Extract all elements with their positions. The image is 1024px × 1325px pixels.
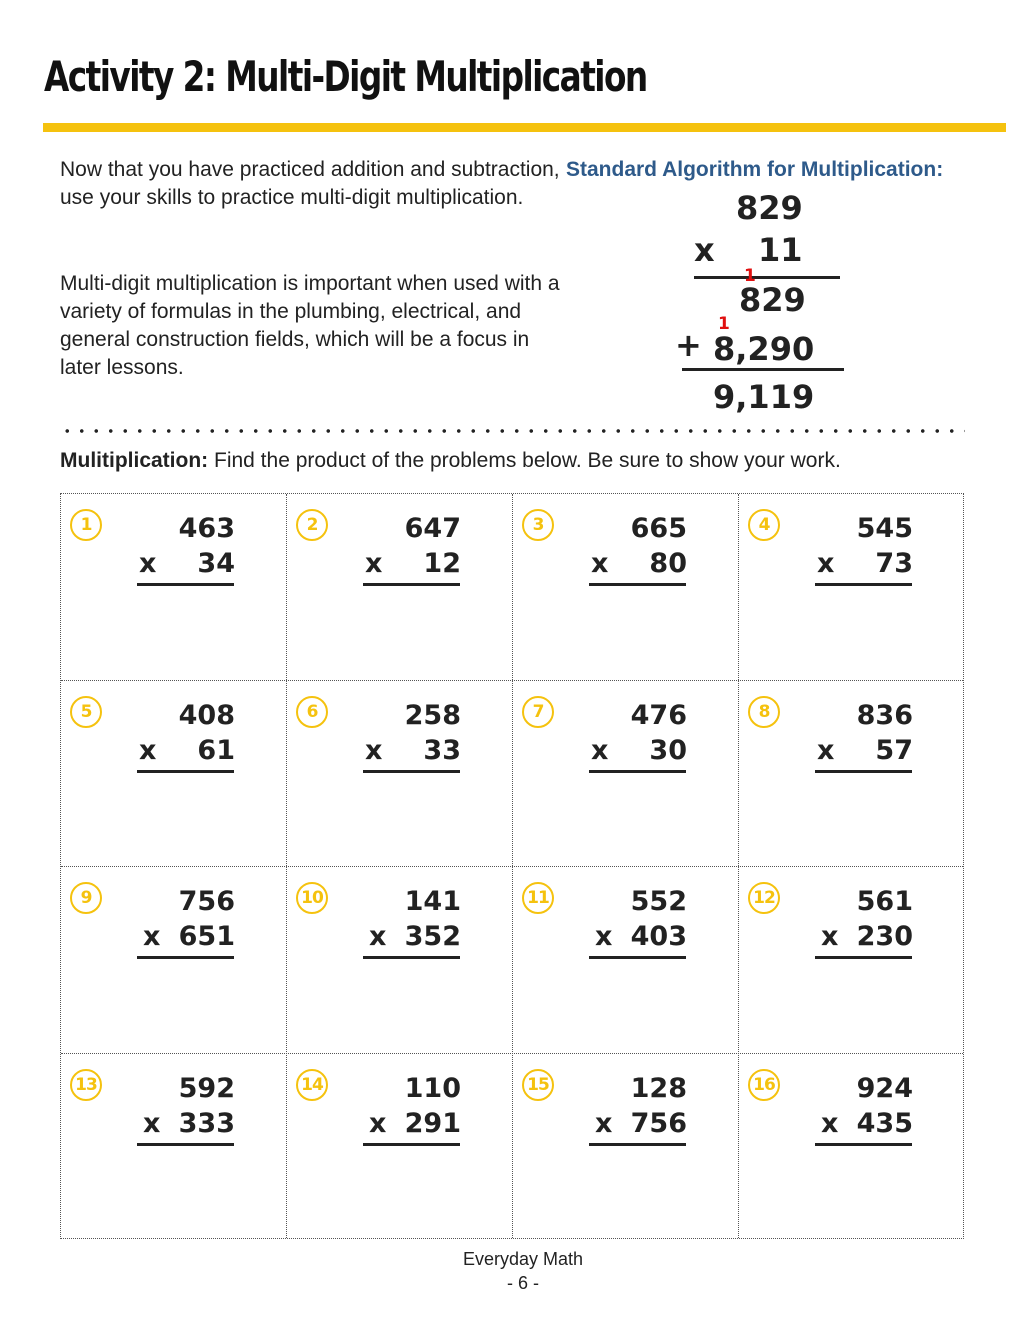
problem-multiplier: 12 [423, 548, 461, 579]
times-sign: x [821, 921, 839, 952]
problem-cell[interactable] [61, 1054, 287, 1241]
algorithm-partial-1: 829 [739, 281, 806, 319]
problem-multiplicand: 128 [630, 1072, 687, 1104]
problem-multiplier: 651 [178, 921, 235, 952]
answer-line [363, 583, 460, 586]
problem-multiplicand: 924 [856, 1072, 913, 1104]
problem-multiplicand: 552 [630, 886, 687, 917]
intro-paragraph-2: Multi-digit multiplication is important when used with a variety of formulas in the plumbing, electrical, and general construction fields, which will be a focus in later lessons. [60, 272, 560, 379]
problem-multiplier: 33 [423, 734, 461, 766]
problem-multiplicand: 258 [404, 699, 461, 731]
times-sign: x [139, 734, 157, 766]
problem-multiplicand: 665 [630, 513, 687, 544]
answer-line [137, 1143, 234, 1146]
problem-multiplier: 352 [404, 921, 461, 952]
algorithm-carry-1: 1 [744, 266, 756, 286]
answer-line [137, 770, 234, 773]
problem-number-badge: 2 [296, 509, 328, 541]
instructions-text: Find the product of the problems below. Be sure to show your work. [208, 449, 841, 472]
problem-number-badge: 1 [70, 509, 102, 541]
problem-multiplicand: 110 [404, 1072, 461, 1104]
problem-number-badge: 10 [296, 882, 328, 914]
problem-grid [60, 493, 964, 1239]
problem-multiplier: 756 [630, 1107, 687, 1139]
problem-number-badge: 15 [522, 1069, 554, 1101]
times-sign: x [143, 921, 161, 952]
problem-number-badge: 7 [522, 696, 554, 728]
problem-number-badge: 9 [70, 882, 102, 914]
answer-line [363, 1143, 460, 1146]
problem-cell[interactable] [61, 867, 287, 1054]
times-sign: x [369, 921, 387, 952]
problem-number-badge: 6 [296, 696, 328, 728]
algorithm-multiplicand: 829 [736, 189, 803, 227]
problem-multiplier: 291 [404, 1107, 461, 1139]
problem-cell[interactable] [61, 681, 287, 868]
problem-number-badge: 8 [748, 696, 780, 728]
times-sign: x [591, 734, 609, 766]
answer-line [137, 956, 234, 959]
answer-line [589, 1143, 686, 1146]
problem-multiplicand: 476 [630, 699, 687, 731]
answer-line [815, 583, 912, 586]
problem-multiplicand: 756 [178, 886, 235, 917]
answer-line [137, 583, 234, 586]
instructions-label: Mulitiplication: [60, 449, 209, 472]
times-sign: x [369, 1107, 387, 1139]
title-underline [43, 123, 1006, 132]
answer-line [815, 770, 912, 773]
footer-source: Everyday Math [462, 1249, 584, 1269]
page-title: Activity 2: Multi-Digit Multiplication [44, 52, 647, 101]
times-sign: x [595, 921, 613, 952]
times-sign: x [365, 734, 383, 766]
problem-multiplier: 403 [630, 921, 687, 952]
times-sign: x [139, 548, 157, 579]
answer-line [589, 770, 686, 773]
problem-number-badge: 16 [748, 1069, 780, 1101]
problem-multiplier: 333 [178, 1107, 235, 1139]
problem-multiplicand: 463 [178, 513, 235, 544]
problem-number-badge: 14 [296, 1069, 328, 1101]
problem-cell[interactable] [739, 867, 965, 1054]
dotted-divider [60, 428, 965, 434]
algorithm-line-2 [682, 368, 844, 371]
problem-cell[interactable] [513, 681, 739, 868]
times-sign: x [821, 1107, 839, 1139]
problem-multiplier: 61 [197, 734, 235, 766]
problem-multiplier: 80 [649, 548, 687, 579]
answer-line [589, 583, 686, 586]
intro-paragraph-1: Now that you have practiced addition and subtraction, use your skills to practice multi-digit multiplication. [60, 158, 560, 209]
answer-line [815, 956, 912, 959]
times-sign: x [595, 1107, 613, 1139]
algorithm-line-1 [694, 276, 840, 279]
algorithm-times-sign: x [694, 231, 715, 269]
problem-multiplier: 230 [856, 921, 913, 952]
answer-line [363, 956, 460, 959]
problem-number-badge: 3 [522, 509, 554, 541]
problem-cell[interactable] [513, 1054, 739, 1241]
problem-multiplier: 435 [856, 1107, 913, 1139]
problem-number-badge: 4 [748, 509, 780, 541]
algorithm-plus-sign: + [675, 326, 702, 364]
problem-multiplier: 34 [197, 548, 235, 579]
problem-cell[interactable] [739, 681, 965, 868]
problem-cell[interactable] [513, 494, 739, 681]
answer-line [815, 1143, 912, 1146]
times-sign: x [591, 548, 609, 579]
problem-cell[interactable] [739, 494, 965, 681]
problem-multiplicand: 561 [856, 886, 913, 917]
problem-cell[interactable] [287, 681, 513, 868]
algorithm-result: 9,119 [713, 378, 815, 416]
problem-cell[interactable] [739, 1054, 965, 1241]
answer-line [589, 956, 686, 959]
problem-multiplier: 57 [875, 734, 913, 766]
problem-multiplicand: 408 [178, 699, 235, 731]
algorithm-partial-2: 8,290 [713, 330, 815, 368]
problem-number-badge: 11 [522, 882, 554, 914]
problem-number-badge: 5 [70, 696, 102, 728]
answer-line [363, 770, 460, 773]
footer-page-number: - 6 - [506, 1273, 539, 1293]
times-sign: x [143, 1107, 161, 1139]
problem-multiplicand: 647 [404, 513, 461, 544]
problem-multiplicand: 592 [178, 1072, 235, 1104]
problem-cell[interactable] [287, 494, 513, 681]
problem-multiplier: 73 [875, 548, 913, 579]
times-sign: x [817, 734, 835, 766]
problem-number-badge: 13 [70, 1069, 102, 1101]
problem-cell[interactable] [287, 867, 513, 1054]
problem-multiplicand: 545 [856, 513, 913, 544]
times-sign: x [365, 548, 383, 579]
problem-cell[interactable] [513, 867, 739, 1054]
times-sign: x [817, 548, 835, 579]
problem-number-badge: 12 [748, 882, 780, 914]
instructions [60, 449, 841, 473]
algorithm-carry-2: 1 [718, 314, 730, 334]
algorithm-title: Standard Algorithm for Multiplication: [566, 158, 944, 181]
problem-multiplicand: 141 [404, 886, 461, 917]
problem-multiplicand: 836 [856, 699, 913, 731]
problem-multiplier: 30 [649, 734, 687, 766]
problem-cell[interactable] [287, 1054, 513, 1241]
algorithm-multiplier: 11 [758, 231, 803, 269]
problem-cell[interactable] [61, 494, 287, 681]
